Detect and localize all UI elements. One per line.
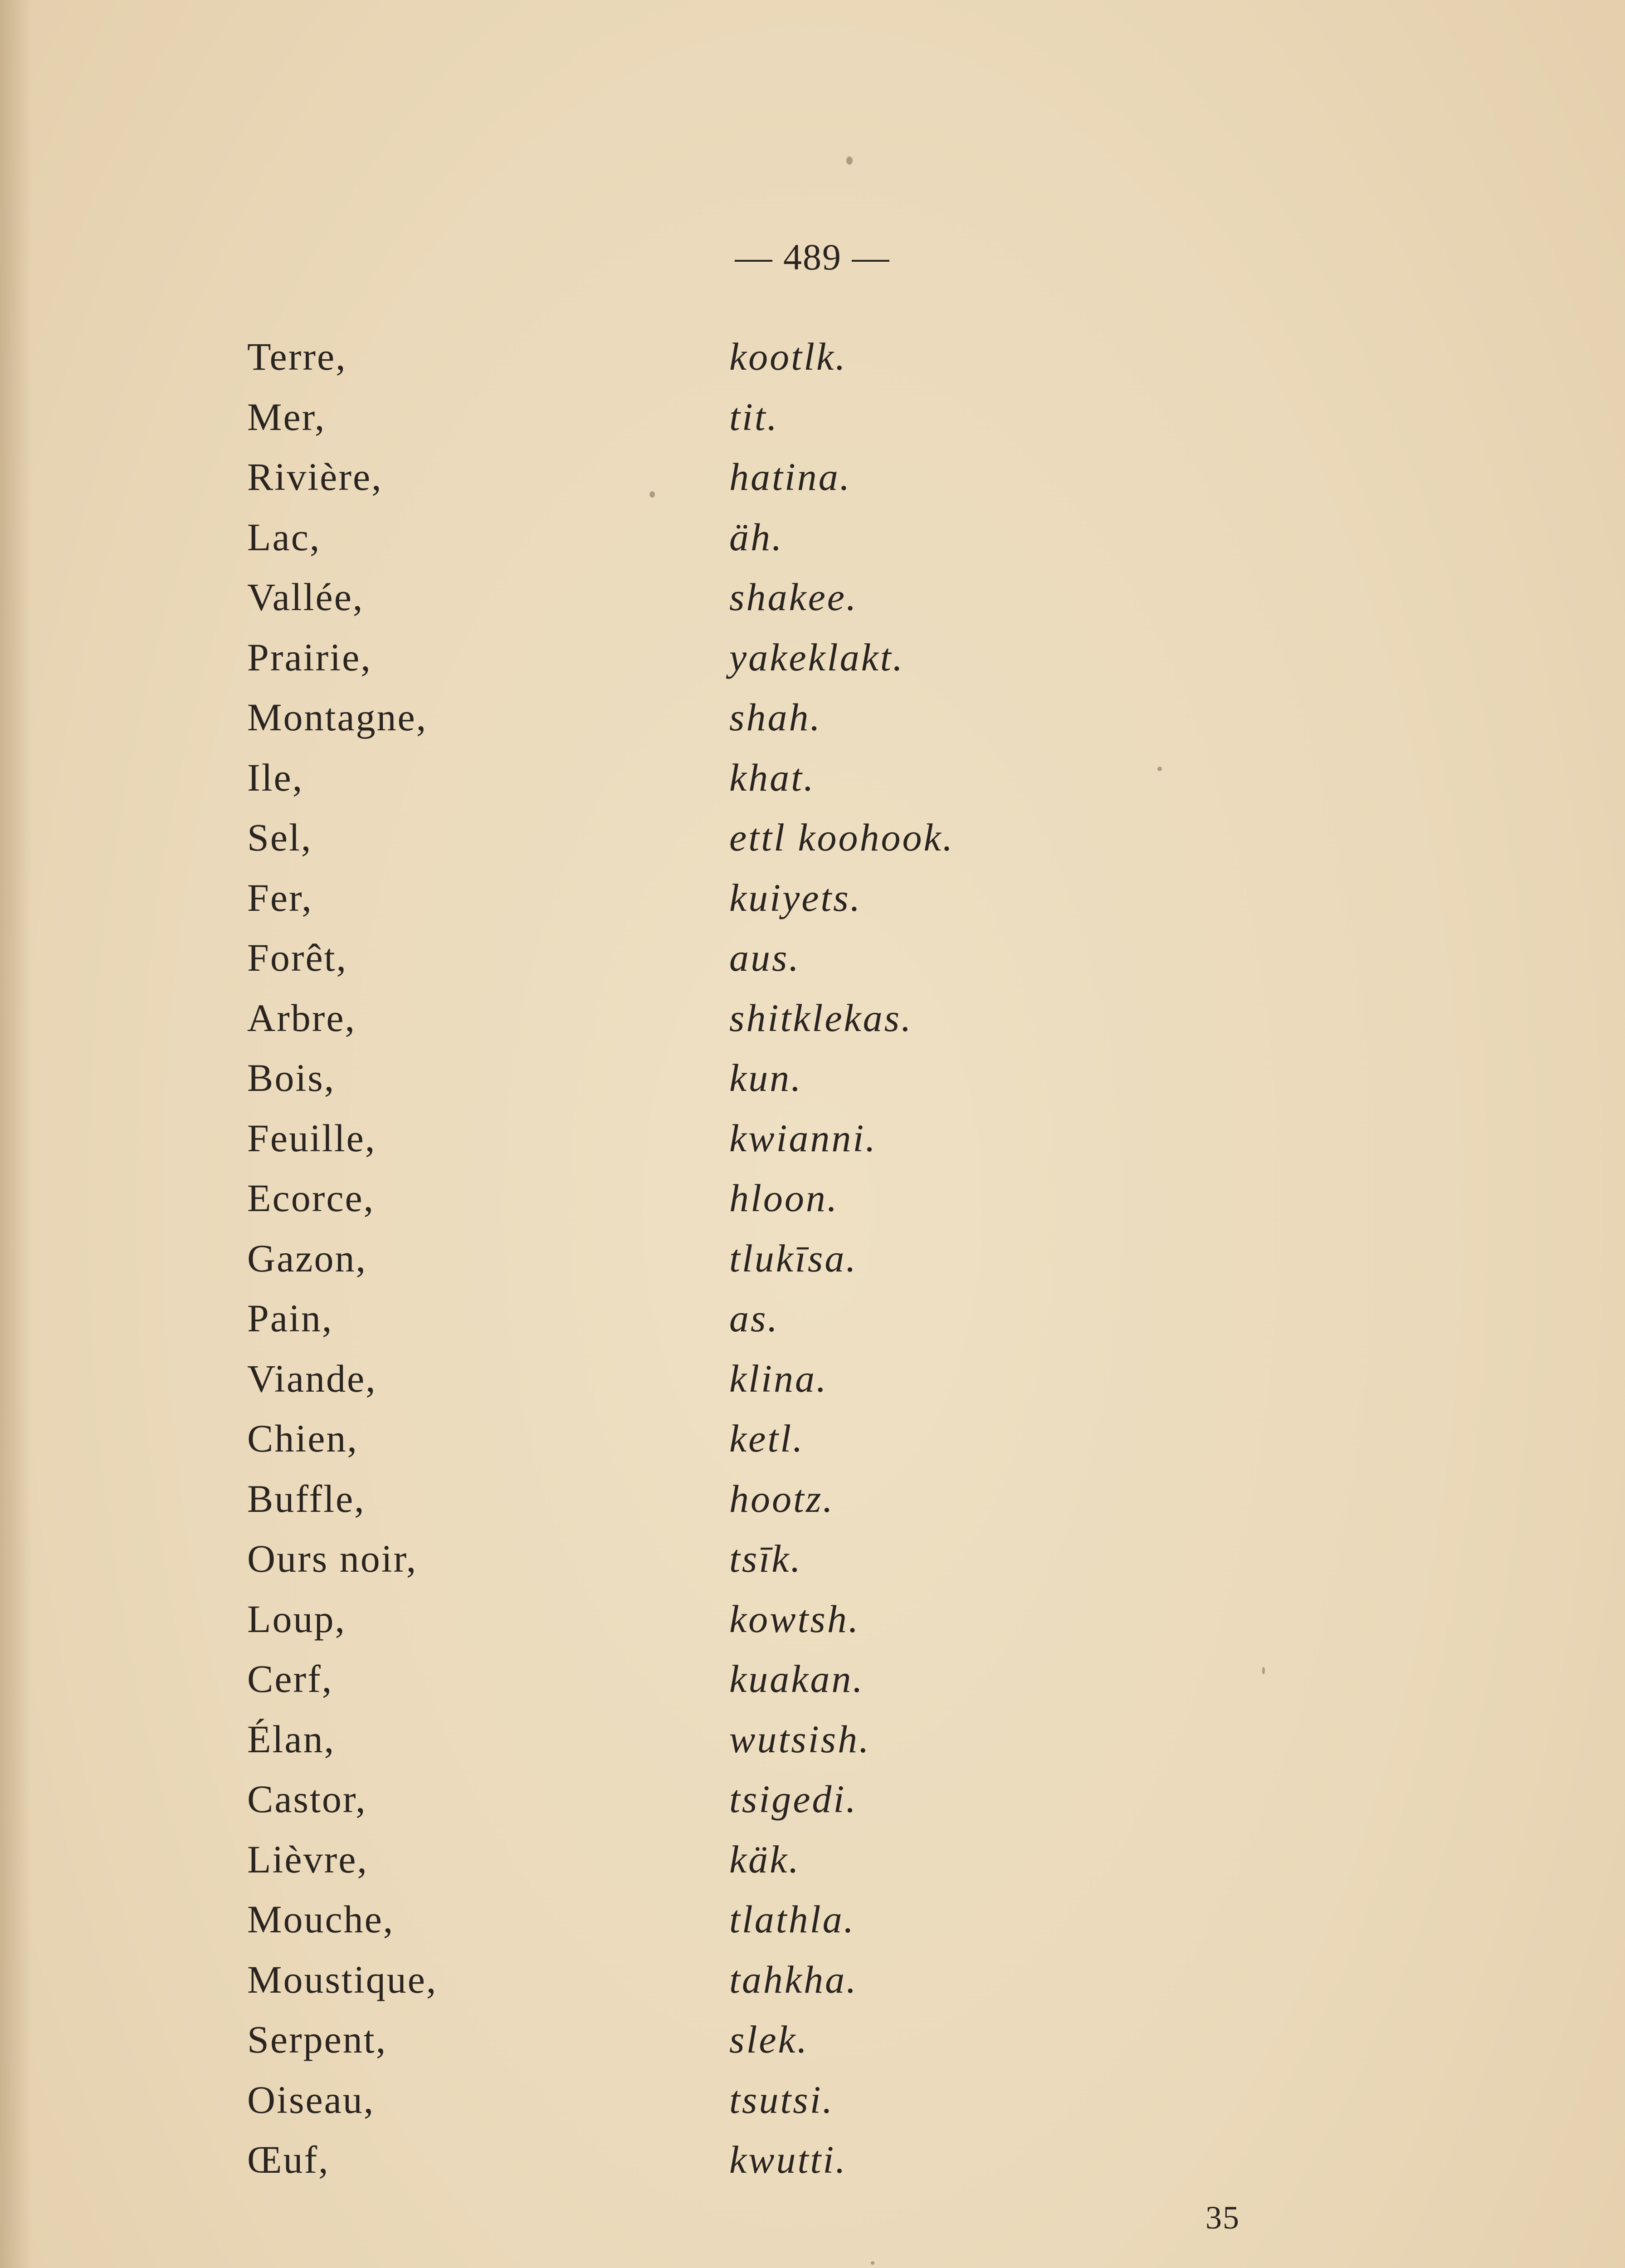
french-word: Rivière, (247, 455, 383, 499)
french-word: Ours noir, (247, 1537, 418, 1580)
french-word: Prairie, (247, 635, 372, 679)
french-word: Ile, (247, 755, 304, 799)
vocab-row (247, 327, 1245, 387)
french-word: Arbre, (247, 996, 356, 1040)
french-word: Lac, (247, 515, 321, 559)
french-word: Vallée, (247, 575, 364, 619)
french-word: Moustique, (247, 1957, 438, 2001)
vocab-row (247, 1529, 1245, 1589)
french-word: Cerf, (247, 1657, 333, 1701)
french-word: Oiseau, (247, 2077, 375, 2121)
native-word: tahkha. (729, 1957, 858, 2001)
french-word: Viande, (247, 1356, 377, 1400)
french-word: Feuille, (247, 1116, 376, 1160)
vocab-row (247, 387, 1245, 447)
native-word: kwutti. (729, 2138, 847, 2181)
native-word: käk. (729, 1837, 800, 1881)
binding-shadow (0, 0, 32, 2268)
vocab-row (247, 1829, 1245, 1890)
paper-speck (1157, 767, 1162, 771)
native-word: aus. (729, 936, 800, 979)
vocab-row (247, 1228, 1245, 1289)
french-word: Castor, (247, 1777, 367, 1821)
french-word: Mouche, (247, 1897, 395, 1941)
paper-speck (1262, 1667, 1265, 1674)
vocab-row (247, 1108, 1245, 1168)
native-word: shitklekas. (729, 996, 913, 1040)
native-word: hootz. (729, 1476, 834, 1520)
vocab-row (247, 2009, 1245, 2070)
french-word: Mer, (247, 395, 326, 439)
french-word: Forêt, (247, 936, 348, 979)
native-word: kun. (729, 1056, 803, 1100)
page-number: — 489 — (735, 236, 890, 278)
vocab-row (247, 748, 1245, 808)
french-word: Ecorce, (247, 1176, 375, 1220)
native-word: slek. (729, 2018, 809, 2061)
native-word: ettl koohook. (729, 816, 955, 859)
french-word: Pain, (247, 1296, 333, 1340)
vocab-row (247, 928, 1245, 988)
french-word: Bois, (247, 1056, 336, 1100)
native-word: tsigedi. (729, 1777, 858, 1821)
native-word: äh. (729, 515, 784, 559)
native-word: tlathla. (729, 1897, 856, 1941)
vocab-row (247, 1950, 1245, 2010)
native-word: klina. (729, 1356, 828, 1400)
vocab-row (247, 868, 1245, 928)
vocabulary-list (247, 327, 1245, 2190)
paper-speck (649, 491, 655, 498)
native-word: kwianni. (729, 1116, 877, 1160)
vocab-row (247, 807, 1245, 868)
vocab-row (247, 1469, 1245, 1529)
vocab-row (247, 2070, 1245, 2130)
french-word: Chien, (247, 1417, 358, 1460)
native-word: ketl. (729, 1417, 805, 1460)
french-word: Serpent, (247, 2018, 387, 2061)
paper-speck (871, 2261, 874, 2265)
vocab-row (247, 1048, 1245, 1108)
vocab-row (247, 1889, 1245, 1950)
native-word: yakeklakt. (729, 635, 905, 679)
french-word: Élan, (247, 1717, 336, 1761)
native-word: tsutsi. (729, 2077, 834, 2121)
vocab-row (247, 507, 1245, 567)
vocab-row (247, 567, 1245, 627)
native-word: shah. (729, 695, 822, 739)
native-word: kuakan. (729, 1657, 864, 1701)
native-word: khat. (729, 755, 815, 799)
french-word: Sel, (247, 816, 312, 859)
native-word: kowtsh. (729, 1597, 860, 1641)
french-word: Gazon, (247, 1236, 367, 1280)
vocab-row (247, 627, 1245, 688)
french-word: Lièvre, (247, 1837, 368, 1881)
vocab-row (247, 1349, 1245, 1409)
vocab-row (247, 1168, 1245, 1228)
vocab-row (247, 1649, 1245, 1709)
native-word: hatina. (729, 455, 852, 499)
native-word: tit. (729, 395, 779, 439)
french-word: Loup, (247, 1597, 346, 1641)
native-word: wutsish. (729, 1717, 871, 1761)
french-word: Fer, (247, 875, 313, 919)
french-word: Œuf, (247, 2138, 330, 2181)
vocab-row (247, 1288, 1245, 1349)
native-word: kuiyets. (729, 875, 862, 919)
french-word: Terre, (247, 335, 347, 378)
signature-mark: 35 (1205, 2200, 1240, 2236)
vocab-row (247, 1589, 1245, 1649)
paper-speck (846, 156, 853, 165)
vocab-row (247, 1709, 1245, 1769)
vocab-row (247, 988, 1245, 1048)
native-word: kootlk. (729, 335, 847, 378)
native-word: shakee. (729, 575, 858, 619)
vocab-row (247, 1769, 1245, 1829)
native-word: as. (729, 1296, 779, 1340)
vocab-row (247, 447, 1245, 507)
vocab-row (247, 687, 1245, 748)
native-word: tlukīsa. (729, 1236, 858, 1280)
vocab-row (247, 1408, 1245, 1469)
french-word: Montagne, (247, 695, 428, 739)
native-word: hloon. (729, 1176, 839, 1220)
native-word: tsīk. (729, 1537, 802, 1580)
vocab-row (247, 2130, 1245, 2190)
french-word: Buffle, (247, 1476, 366, 1520)
